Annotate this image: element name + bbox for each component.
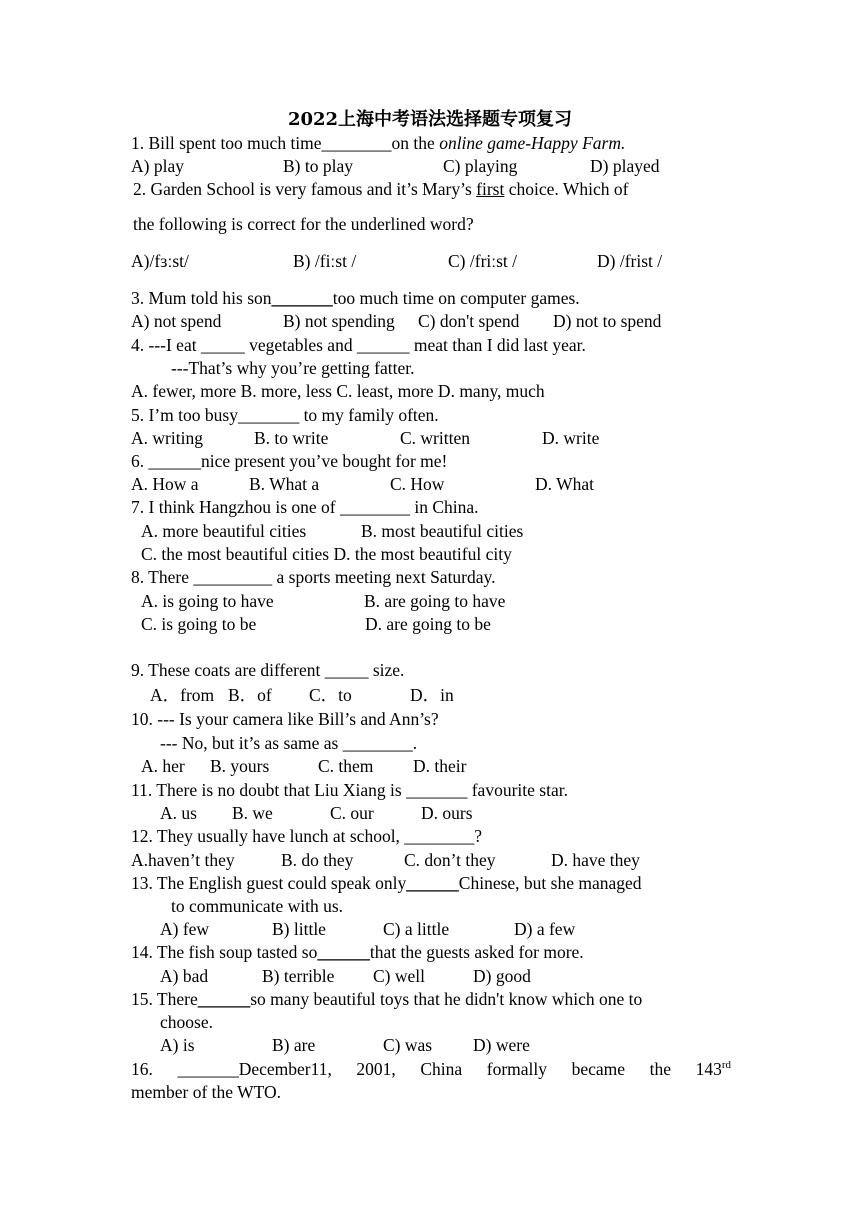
- question-10-option-a: A. her: [141, 756, 185, 776]
- question-7-options-cd: C. the most beautiful cities D. the most beautiful city: [141, 544, 512, 564]
- question-13-stem-line2: to communicate with us.: [171, 896, 344, 916]
- question-13-option-a: A) few: [160, 919, 210, 939]
- question-14-option-d: D) good: [473, 966, 531, 986]
- question-6-option-c: C. How: [390, 474, 445, 494]
- question-2-stem: 2. Garden School is very famous and it’s Mary’s first choice. Which of: [133, 179, 629, 199]
- question-12-stem: 12. They usually have lunch at school, ________?: [131, 826, 483, 846]
- question-13-option-d: D) a few: [514, 919, 576, 939]
- question-10-option-c: C. them: [318, 756, 374, 776]
- question-9-option-a: A．from: [150, 685, 215, 705]
- question-5-stem: 5. I’m too busy_______ to my family often.: [131, 405, 439, 425]
- question-15-stem-line2: choose.: [160, 1012, 213, 1032]
- question-16-stem-line2: member of the WTO.: [131, 1082, 282, 1102]
- question-9-stem: 9. These coats are different _____ size.: [131, 660, 405, 680]
- question-1-option-b: B) to play: [283, 156, 353, 176]
- question-9-option-b: B．of: [228, 685, 272, 705]
- question-5-option-a: A. writing: [131, 428, 203, 448]
- question-8-option-a: A. is going to have: [141, 591, 274, 611]
- question-6-option-a: A. How a: [131, 474, 199, 494]
- question-13-option-c: C) a little: [383, 919, 450, 939]
- question-3-option-a: A) not spend: [131, 311, 222, 331]
- question-12-option-a: A.haven’t they: [131, 850, 235, 870]
- question-4-stem: 4. ---I eat _____ vegetables and ______ meat than I did last year.: [131, 335, 586, 355]
- question-11-option-d: D. ours: [421, 803, 473, 823]
- question-10-stem: 10. --- Is your camera like Bill’s and Ann’s?: [131, 709, 439, 729]
- question-12-option-b: B. do they: [281, 850, 354, 870]
- question-8-option-b: B. are going to have: [364, 591, 506, 611]
- question-11-option-b: B. we: [232, 803, 273, 823]
- question-1-option-c: C) playing: [443, 156, 518, 176]
- question-5-option-d: D. write: [542, 428, 600, 448]
- question-7-stem: 7. I think Hangzhou is one of ________ in China.: [131, 497, 479, 517]
- question-13-option-b: B) little: [272, 919, 326, 939]
- question-2-option-d: D) /frist /: [597, 251, 663, 271]
- question-2-option-c: C) /friːst /: [448, 251, 518, 271]
- question-4-reply: ---That’s why you’re getting fatter.: [171, 358, 415, 378]
- question-3-option-d: D) not to spend: [553, 311, 662, 331]
- document-title: 2022上海中考语法选择题专项复习: [287, 109, 573, 130]
- question-11-option-c: C. our: [330, 803, 374, 823]
- question-4-options: A. fewer, more B. more, less C. least, more D. many, much: [131, 381, 545, 401]
- question-8-stem: 8. There _________ a sports meeting next Saturday.: [131, 567, 496, 587]
- question-6-option-d: D. What: [535, 474, 594, 494]
- question-14-option-c: C) well: [373, 966, 426, 986]
- question-12-option-c: C. don’t they: [404, 850, 496, 870]
- question-1-stem: 1. Bill spent too much time________on the online game-Happy Farm.: [131, 133, 626, 153]
- question-15-stem: 15. There______so many beautiful toys that he didn't know which one to: [131, 989, 643, 1009]
- question-6-option-b: B. What a: [249, 474, 320, 494]
- question-1-option-d: D) played: [590, 156, 660, 176]
- question-14-option-a: A) bad: [160, 966, 209, 986]
- question-5-option-b: B. to write: [254, 428, 329, 448]
- question-15-option-b: B) are: [272, 1035, 316, 1055]
- question-10-option-b: B. yours: [210, 756, 270, 776]
- question-5-option-c: C. written: [400, 428, 470, 448]
- question-16-stem: 16. _______December11, 2001, China formally became the 143rd: [131, 1059, 731, 1079]
- question-14-stem: 14. The fish soup tasted so______that the guests asked for more.: [131, 942, 584, 962]
- question-9-option-c: C．to: [309, 685, 352, 705]
- question-1-option-a: A) play: [131, 156, 184, 176]
- question-10-reply: --- No, but it’s as same as ________.: [160, 733, 418, 753]
- question-2-option-b: B) /fiːst /: [293, 251, 357, 271]
- question-3-option-c: C) don't spend: [418, 311, 520, 331]
- question-12-option-d: D. have they: [551, 850, 640, 870]
- question-15-option-d: D) were: [473, 1035, 530, 1055]
- question-15-option-c: C) was: [383, 1035, 433, 1055]
- question-3-option-b: B) not spending: [283, 311, 395, 331]
- question-14-option-b: B) terrible: [262, 966, 335, 986]
- question-15-option-a: A) is: [160, 1035, 195, 1055]
- question-9-option-d: D．in: [410, 685, 454, 705]
- question-8-option-c: C. is going to be: [141, 614, 257, 634]
- question-7-option-a: A. more beautiful cities: [141, 521, 307, 541]
- question-10-option-d: D. their: [413, 756, 467, 776]
- underlined-word: first: [476, 179, 505, 199]
- question-2-option-a: A)/fɜːst/: [131, 251, 189, 271]
- question-2-stem-line2: the following is correct for the underlined word?: [133, 214, 474, 234]
- question-6-stem: 6. ______nice present you’ve bought for me!: [131, 451, 448, 471]
- question-11-option-a: A. us: [160, 803, 197, 823]
- question-8-option-d: D. are going to be: [365, 614, 491, 634]
- question-11-stem: 11. There is no doubt that Liu Xiang is _______ favourite star.: [131, 780, 568, 800]
- question-3-stem: 3. Mum told his son_______too much time on computer games.: [131, 288, 580, 308]
- question-13-stem: 13. The English guest could speak only______Chinese, but she managed: [131, 873, 642, 893]
- question-7-option-b: B. most beautiful cities: [361, 521, 524, 541]
